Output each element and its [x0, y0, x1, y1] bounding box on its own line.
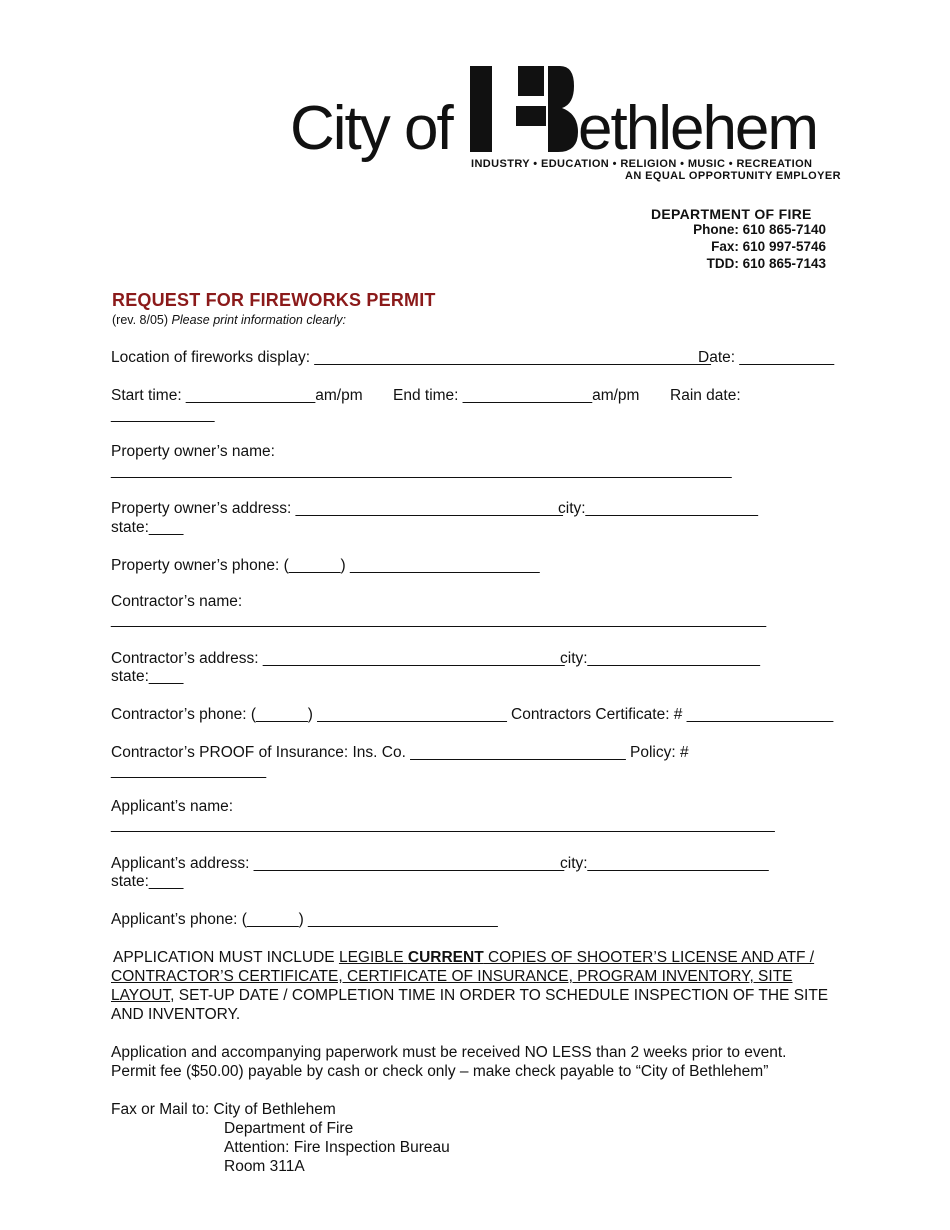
mail-line2: Department of Fire	[224, 1120, 354, 1137]
applicant-city-field[interactable]: city:_____________________	[560, 855, 769, 872]
form-instruction: Please print information clearly:	[171, 313, 346, 327]
contractor-state-field[interactable]: state:____	[111, 668, 184, 685]
requirements-paragraph	[111, 948, 828, 1024]
owner-name-field[interactable]: ________________________________________________________________________	[111, 462, 732, 479]
contractor-phone-field[interactable]: Contractor’s phone: (______) ______________________	[111, 706, 507, 723]
applicant-name-field[interactable]: _____________________________________________________________________________	[111, 816, 775, 833]
applicant-name-label: Applicant’s name:	[111, 798, 234, 815]
insurance-company-field[interactable]: Contractor’s PROOF of Insurance: Ins. Co. _________________________	[111, 744, 626, 761]
logo-city-of: City of	[290, 94, 452, 163]
rain-date-field[interactable]: ____________	[111, 406, 215, 423]
fee-note: Permit fee ($50.00) payable by cash or check only – make check payable to “City of Bethlehem”	[111, 1063, 769, 1080]
end-time-field[interactable]: End time: _______________am/pm	[393, 387, 640, 404]
policy-field[interactable]: __________________	[111, 762, 267, 779]
req-line1-c: CURRENT	[407, 949, 484, 966]
owner-phone-field[interactable]: Property owner’s phone: (______) ______________________	[111, 557, 540, 574]
contractor-city-label: city:_______	[560, 650, 648, 667]
contractor-city-field[interactable]	[560, 650, 760, 668]
req-line3-b: , SET-UP DATE / COMPLETION TIME IN ORDER TO SCHEDULE INSPECTION OF THE SITE	[170, 987, 829, 1004]
start-time-field[interactable]: Start time: _______________am/pm	[111, 387, 363, 404]
logo-ethlehem: ethlehem	[578, 94, 818, 163]
contractor-city-line: _____________	[647, 650, 760, 667]
applicant-address-field[interactable]: Applicant’s address: ____________________________________	[111, 855, 565, 872]
dept-phone: Phone: 610 865-7140	[693, 222, 826, 237]
deadline-note: Application and accompanying paperwork must be received NO LESS than 2 weeks prior to event.	[111, 1044, 787, 1061]
applicant-phone-field[interactable]: Applicant’s phone: (______) ______________________	[111, 911, 498, 928]
owner-name-label: Property owner’s name:	[111, 443, 275, 460]
mail-line4: Room 311A	[224, 1158, 305, 1175]
owner-state-field[interactable]: state:____	[111, 519, 184, 536]
contractor-name-label: Contractor’s name:	[111, 593, 243, 610]
req-line3-a: LAYOUT	[111, 987, 171, 1004]
rain-date-label: Rain date:	[670, 387, 741, 404]
mail-label: Fax or Mail to: City of Bethlehem	[111, 1101, 336, 1118]
dept-fax: Fax: 610 997-5746	[711, 239, 826, 254]
req-line2: CONTRACTOR’S CERTIFICATE, CERTIFICATE OF INSURANCE, PROGRAM INVENTORY, SITE	[111, 968, 793, 985]
contractor-address-field[interactable]: Contractor’s address: ___________________________________	[111, 650, 565, 667]
req-line1-b: LEGIBLE	[338, 949, 408, 966]
owner-city-field[interactable]: city:____________________	[558, 500, 758, 517]
department-name: DEPARTMENT OF FIRE	[651, 206, 812, 222]
mail-line3: Attention: Fire Inspection Bureau	[224, 1139, 450, 1156]
form-title: REQUEST FOR FIREWORKS PERMIT	[112, 290, 436, 310]
form-subtitle	[112, 313, 346, 327]
req-line1-a: APPLICATION MUST INCLUDE	[113, 949, 339, 966]
city-logo-b-icon	[470, 66, 582, 152]
location-field[interactable]: Location of fireworks display: ______________________________________________	[111, 349, 711, 366]
logo-tagline: INDUSTRY • EDUCATION • RELIGION • MUSIC • RECREATION	[471, 158, 813, 170]
req-line4: AND INVENTORY.	[111, 1006, 241, 1023]
applicant-state-field[interactable]: state:____	[111, 873, 184, 890]
dept-tdd: TDD: 610 865-7143	[706, 256, 826, 271]
date-field[interactable]: Date: ___________	[698, 349, 835, 366]
policy-label: Policy: #	[630, 744, 689, 761]
owner-address-field[interactable]: Property owner’s address: _______________________________	[111, 500, 563, 517]
form-revision: (rev. 8/05)	[112, 313, 169, 327]
logo-eoe: AN EQUAL OPPORTUNITY EMPLOYER	[625, 170, 841, 182]
req-line1-d: COPIES OF SHOOTER’S LICENSE AND ATF /	[483, 949, 815, 966]
contractor-certificate-field[interactable]: Contractors Certificate: # _________________	[511, 706, 834, 723]
contractor-name-field[interactable]: ____________________________________________________________________________	[111, 611, 767, 628]
